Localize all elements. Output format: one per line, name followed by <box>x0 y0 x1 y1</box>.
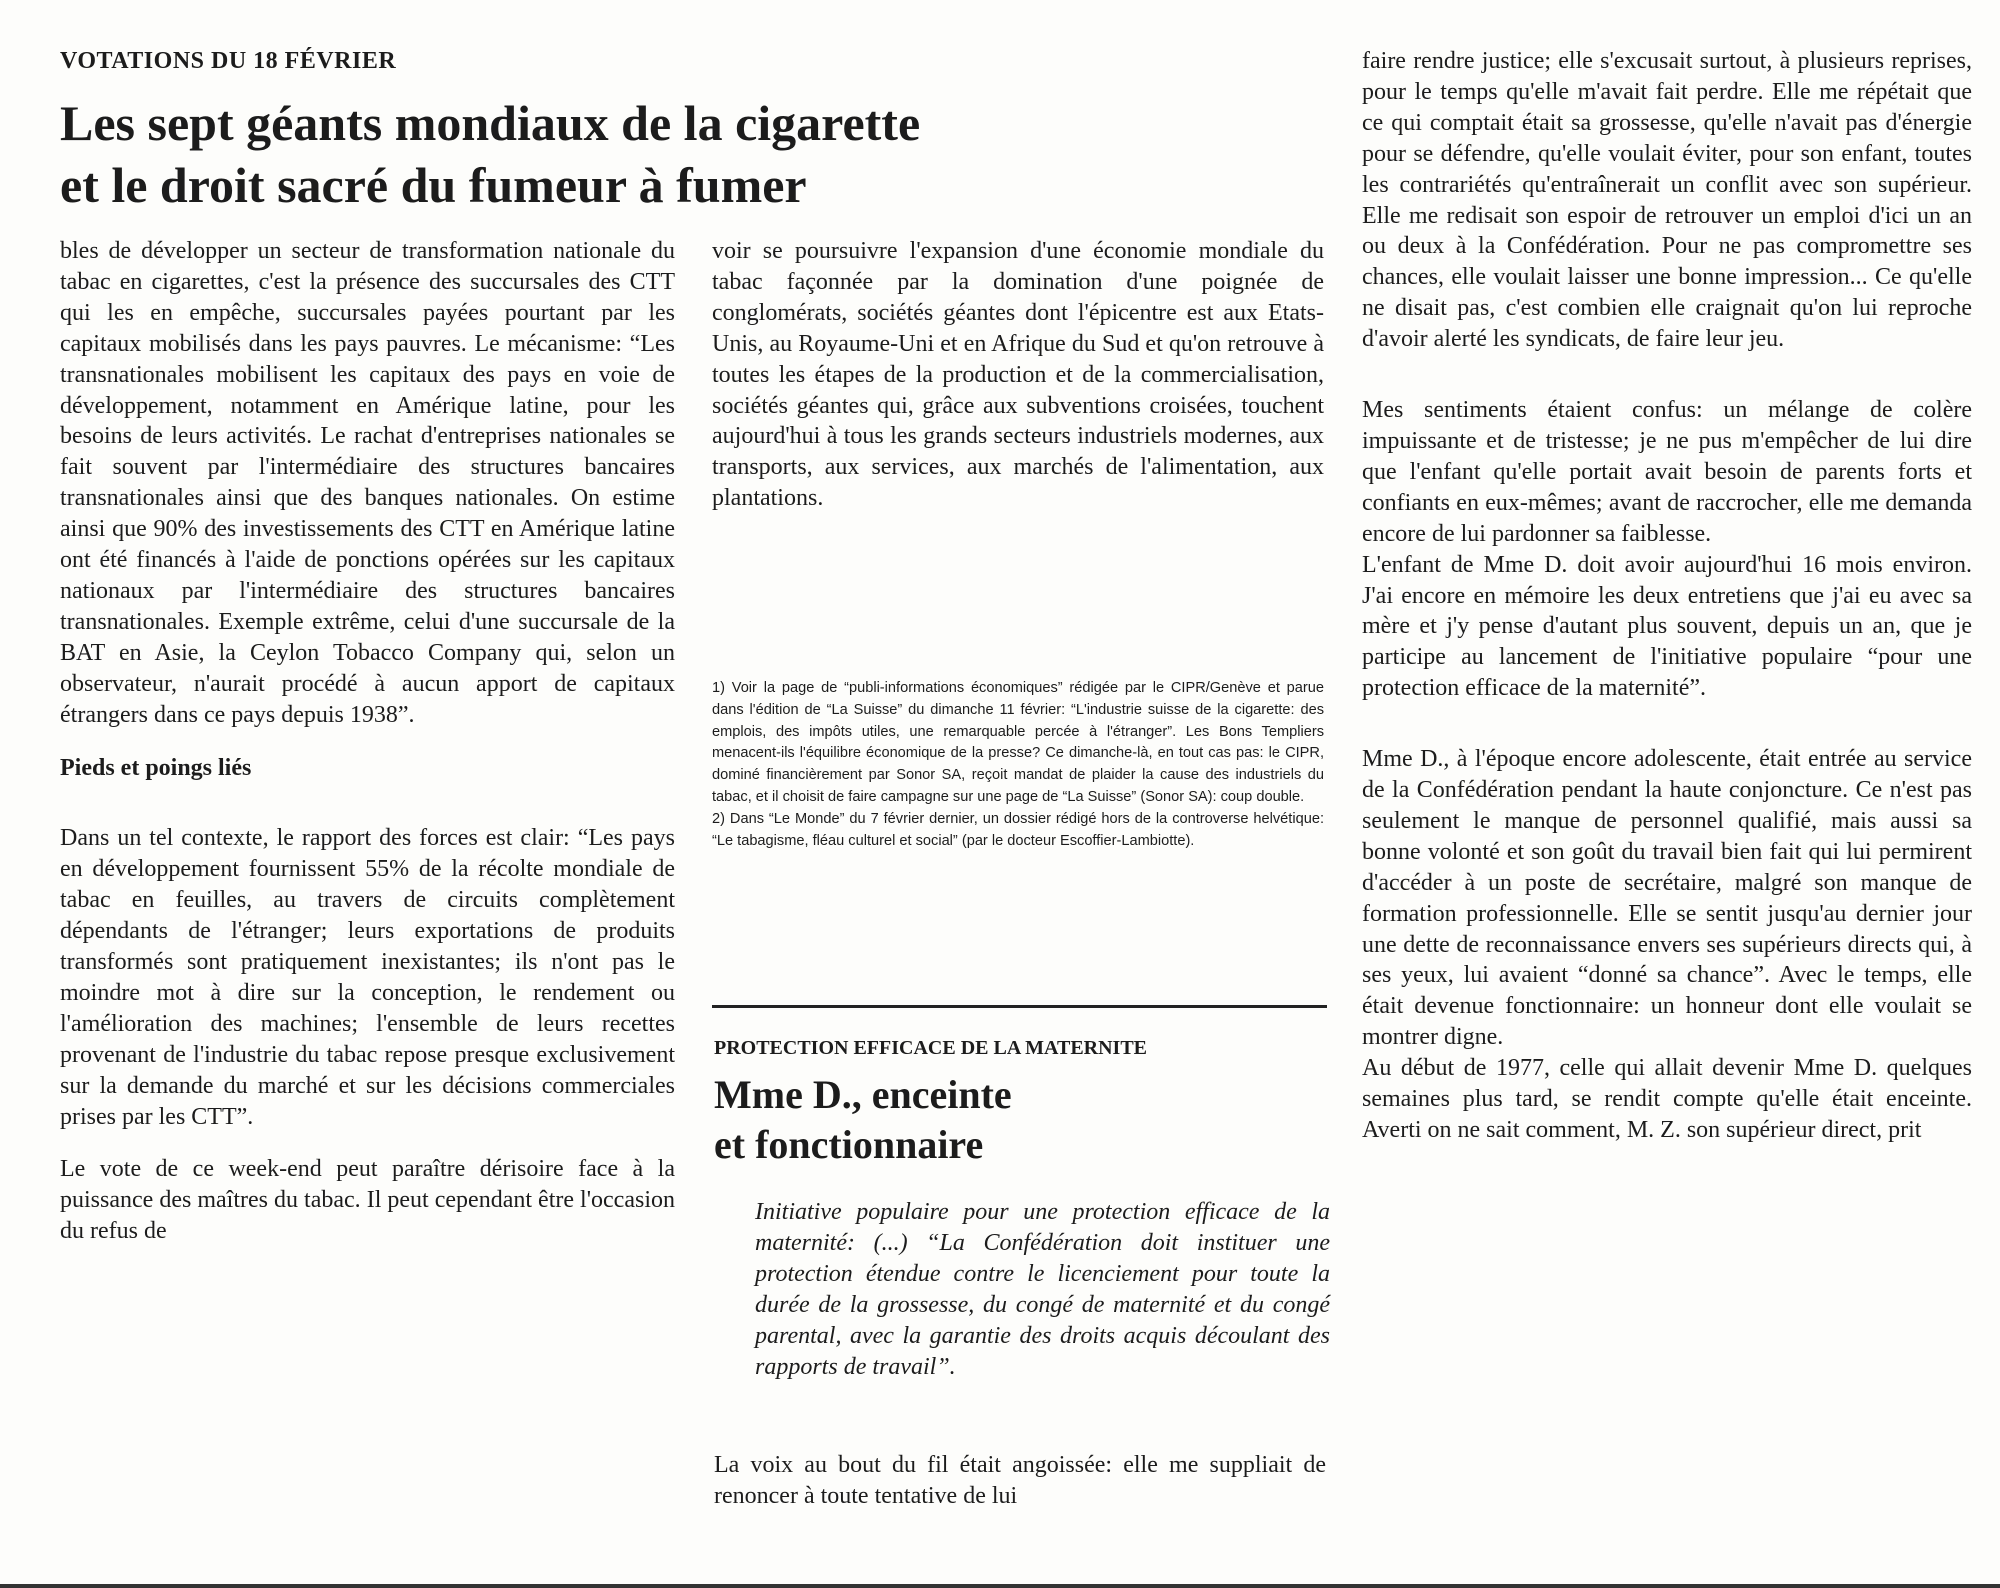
article-kicker: VOTATIONS DU 18 FÉVRIER <box>60 48 397 74</box>
footnotes <box>712 678 1324 852</box>
article-divider <box>712 1005 1327 1008</box>
footnote-2: 2) Dans “Le Monde” du 7 février dernier, un dossier rédigé hors de la controverse helvétique: “Le tabagisme, fléau culturel et social” (par le docteur Escoffier-Lambiotte). <box>712 810 1324 849</box>
paragraph: bles de développer un secteur de transformation nationale du tabac en cigarettes, c'est la présence des succursales des CTT qui les en empêche, succursales payées pourtant par les capitaux mobilisés dans les pays pauvres. Le mécanisme: “Les transnationales mobilisent les capitaux des pays en voie de développement, notamment en Amérique latine, pour les besoins de leurs activités. Le rachat d'entreprises nationales se fait souvent par l'intermédiaire des structures bancaires transnationales ainsi que des banques nationales. On estime ainsi que 90% des investissements des CTT en Amérique latine ont été financés à l'aide de ponctions opérées sur les capitaux nationaux par l'intermédiaire des structures bancaires transnationales. Exemple extrême, celui d'une succursale de la BAT en Asie, la Ceylon Tobacco Company qui, selon un observateur, n'aurait procédé à aucun apport de capitaux étrangers dans ce pays depuis 1938”. <box>60 238 675 728</box>
article2-intro: Initiative populaire pour une protection efficace de la maternité: (...) “La Confédération doit instituer une protection étendue contre le licenciement pour toute la durée de la grossesse, du congé de maternité et du congé parental, avec la garantie des droits acquis découlant des rapports de travail”. <box>755 1199 1330 1380</box>
headline2-line-1: Mme D., enceinte <box>714 1072 1012 1117</box>
paragraph: Mes sentiments étaient confus: un mélange de colère impuissante et de tristesse; je ne pus m'empêcher de lui dire que l'enfant qu'elle portait avait besoin de parents forts et confiants en eux-mêmes; avant de raccrocher, elle me demanda encore de lui pardonner sa faiblesse. <box>1362 397 1972 547</box>
column-3 <box>1362 46 1972 1146</box>
section-subhead: Pieds et poings liés <box>60 754 252 781</box>
paragraph: Au début de 1977, celle qui allait devenir Mme D. quelques semaines plus tard, se rendit compte qu'elle était enceinte. Averti on ne sait comment, M. Z. son supérieur direct, prit <box>1362 1055 1972 1143</box>
headline-line-1: Les sept géants mondiaux de la cigarette <box>60 95 921 151</box>
article2-kicker: PROTECTION EFFICACE DE LA MATERNITE <box>714 1037 1148 1059</box>
paragraph: La voix au bout du fil était angoissée: elle me suppliait de renoncer à toute tentative de lui <box>714 1452 1326 1509</box>
headline-line-2: et le droit sacré du fumeur à fumer <box>60 157 807 213</box>
paragraph: Mme D., à l'époque encore adolescente, était entrée au service de la Confédération pendant la haute conjoncture. Ce n'est pas seulement le manque de personnel qualifié, mais aussi sa bonne volonté et son goût du travail bien fait qui lui permirent d'accéder à un poste de secrétaire, malgré son manque de formation professionnelle. Elle se sentit jusqu'au dernier jour une dette de reconnaissance envers ses supérieurs directs qui, à ses yeux, lui avaient “donné sa chance”. Avec le temps, elle était devenue fonctionnaire: un honneur dont elle voulait se montrer digne. <box>1362 746 1972 1051</box>
article-headline <box>60 92 1320 216</box>
paragraph: Le vote de ce week-end peut paraître dérisoire face à la puissance des maîtres du tabac. Il peut cependant être l'occasion du refus de <box>60 1156 675 1245</box>
column-1 <box>60 236 675 1247</box>
page-edge <box>0 1584 2000 1588</box>
article2-headline <box>714 1070 1314 1170</box>
headline2-line-2: et fonctionnaire <box>714 1122 984 1167</box>
column-2-top <box>712 236 1324 514</box>
paragraph: L'enfant de Mme D. doit avoir aujourd'hui 16 mois environ. J'ai encore en mémoire les deux entretiens que j'ai eu avec sa mère et j'y pense d'autant plus souvent, depuis un an, que je participe au lancement de l'initiative populaire “pour une protection efficace de la maternité”. <box>1362 551 1972 702</box>
column-2-bottom <box>714 1450 1326 1512</box>
paragraph: faire rendre justice; elle s'excusait surtout, à plusieurs reprises, pour le temps qu'elle m'avait fait perdre. Elle me répétait que ce qui comptait était sa grossesse, qu'elle n'avait pas d'énergie pour se défendre, qu'elle voulait éviter, pour son enfant, toutes les contrariétés qu'entraînerait un conflit avec son supérieur. Elle me redisait son espoir de retrouver un emploi d'ici un an ou deux à la Confédération. Pour ne pas compromettre ses chances, elle voulait laisser une bonne impression... Ce qu'elle ne disait pas, c'est combien elle craignait qu'on lui reproche d'avoir alerté les syndicats, de faire leur jeu. <box>1362 48 1972 353</box>
paragraph: Dans un tel contexte, le rapport des forces est clair: “Les pays en développement fournissent 55% de la récolte mondiale de tabac en feuilles, au travers de circuits complètement dépendants de l'étranger; leurs exportations de produits transformés sont pratiquement inexistantes; ils n'ont pas le moindre mot à dire sur la conception, le rendement ou l'amélioration des machines; l'ensemble de leurs recettes provenant de l'industrie du tabac repose presque exclusivement sur la demande du marché et sur les décisions commerciales prises par les CTT”. <box>60 825 675 1130</box>
footnote-1: 1) Voir la page de “publi-informations économiques” rédigée par le CIPR/Genève et parue dans l'édition de “La Suisse” du dimanche 11 février: “L'industrie suisse de la cigarette: des emplois, des impôts utiles, une remarquable percée à l'étranger”. Les Bons Templiers menacent-ils l'équilibre économique de la presse? Ce dimanche-là, en tout cas pas: le CIPR, dominé financièrement par Sonor SA, reçoit mandat de plaider la cause des industriels du tabac, et il choisit de faire campagne sur une page de “La Suisse” (Sonor SA): coup double. <box>712 680 1324 805</box>
paragraph: voir se poursuivre l'expansion d'une économie mondiale du tabac façonnée par la domination d'une poignée de conglomérats, sociétés géantes dont l'épicentre est aux Etats-Unis, au Royaume-Uni et en Afrique du Sud et qu'on retrouve à toutes les étapes de la production et de la commercialisation, sociétés géantes qui, grâce aux subventions croisées, touchent aujourd'hui à tous les grands secteurs industriels modernes, aux transports, aux services, aux marchés de l'alimentation, aux plantations. <box>712 238 1324 512</box>
